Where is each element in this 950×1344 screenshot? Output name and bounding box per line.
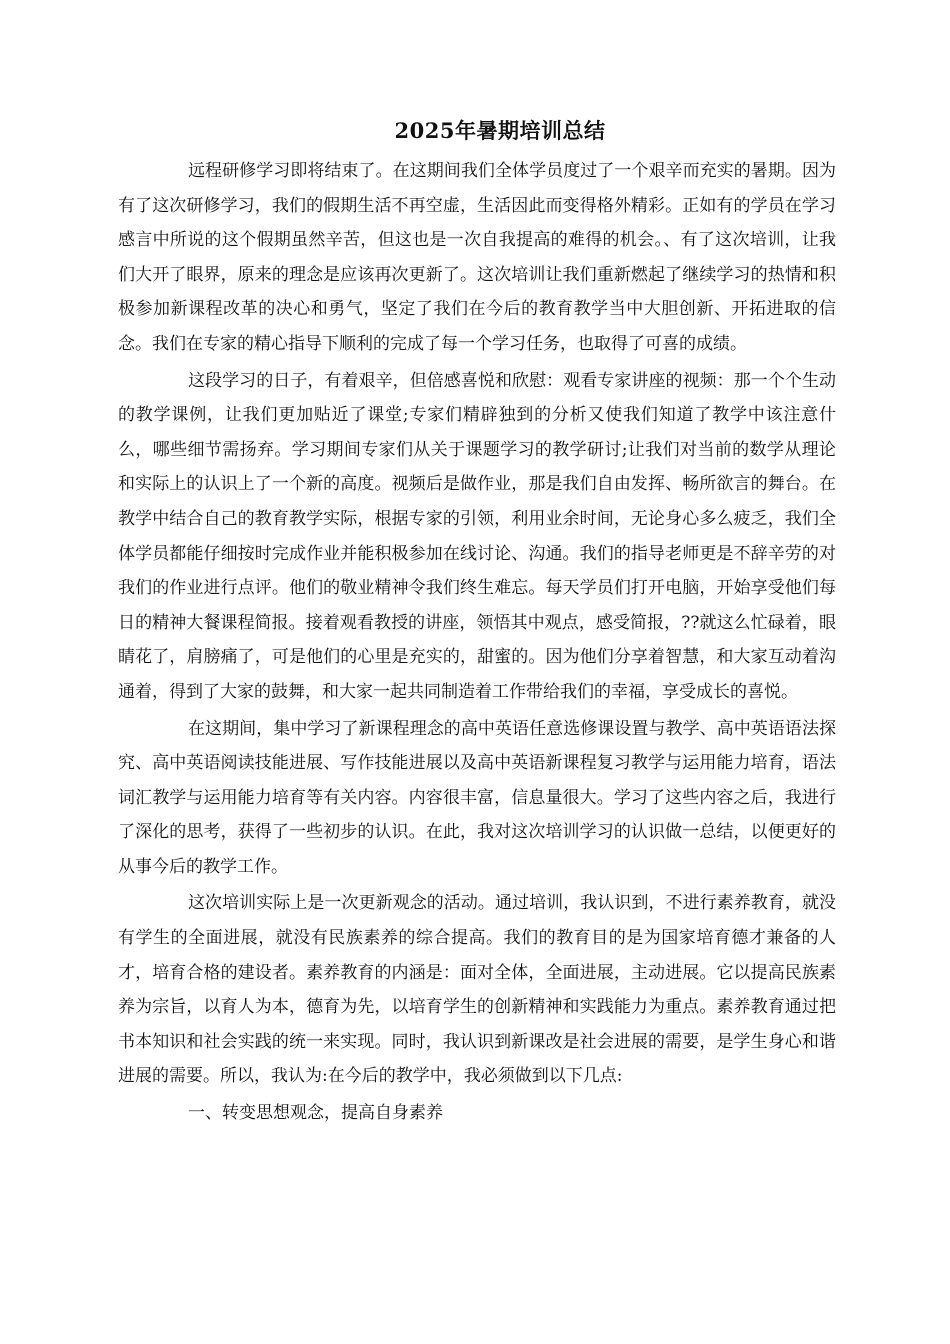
paragraph-4: 这次培训实际上是一次更新观念的活动。通过培训，我认识到，不进行素养教育，就没有学生的全面进展，就没有民族素养的综合提高。我们的教育目的是为国家培育德才兼备的人才，培育合格的建设者。素养教育的内涵是：面对全体，全面进展，主动进展。它以提高民族素养为宗旨，以育人为本，德育为先，以培育学生的创新精神和实践能力为重点。素养教育通过把书本知识和社会实践的统一来实现。同时，我认识到新课改是社会进展的需要，是学生身心和谐进展的需要。所以，我认为:在今后的教学中，我必须做到以下几点:	[118, 893, 836, 1087]
paragraph-2: 这段学习的日子，有着艰辛，但倍感喜悦和欣慰：观看专家讲座的视频：那一个个生动的教学课例，让我们更加贴近了课堂;专家们精辟独到的分析又使我们知道了教学中该注意什么，哪些细节需扬弃。学习期间专家们从关于课题学习的教学研讨;让我们对当前的数学从理论和实际上的认识上了一个新的高度。视频后是做作业，那是我们自由发挥、畅所欲言的舞台。在教学中结合自己的教育教学实际，根据专家的引领，利用业余时间，无论身心多么疲乏，我们全体学员都能仔细按时完成作业并能积极参加在线讨论、沟通。我们的指导老师更是不辞辛劳的对我们的作业进行点评。他们的敬业精神令我们终生难忘。每天学员们打开电脑，开始享受他们每日的精神大餐课程简报。接着观看教授的讲座，领悟其中观点，感受简报，??就这么忙碌着，眼睛花了，肩膀痛了，可是他们的心里是充实的，甜蜜的。因为他们分享着智慧，和大家互动着沟通着，得到了大家的鼓舞，和大家一起共同制造着工作带给我们的幸福，享受成长的喜悦。	[118, 370, 836, 702]
document-body	[118, 154, 836, 1133]
document-title: 2025年暑期培训总结	[394, 118, 606, 143]
section-heading-1: 一、转变思想观念，提高自身素养	[188, 1103, 443, 1124]
paragraph-1: 远程研修学习即将结束了。在这期间我们全体学员度过了一个艰辛而充实的暑期。因为有了这次研修学习，我们的假期生活不再空虚，生活因此而变得格外精彩。正如有的学员在学习感言中所说的这个假期虽然辛苦，但这也是一次自我提高的难得的机会。、有了这次培训，让我们大开了眼界，原来的理念是应该再次更新了。这次培训让我们重新燃起了继续学习的热情和积极参加新课程改革的决心和勇气，坚定了我们在今后的教育教学当中大胆创新、开拓进取的信念。我们在专家的精心指导下顺利的完成了每一个学习任务，也取得了可喜的成绩。	[118, 161, 836, 354]
paragraph-3: 在这期间，集中学习了新课程理念的高中英语任意选修课设置与教学、高中英语语法探究、高中英语阅读技能进展、写作技能进展以及高中英语新课程复习教学与运用能力培育，语法词汇教学与运用能力培育等有关内容。内容很丰富，信息量很大。学习了这些内容之后，我进行了深化的思考，获得了一些初步的认识。在此，我对这次培训学习的认识做一总结，以便更好的从事今后的教学工作。	[118, 718, 836, 877]
